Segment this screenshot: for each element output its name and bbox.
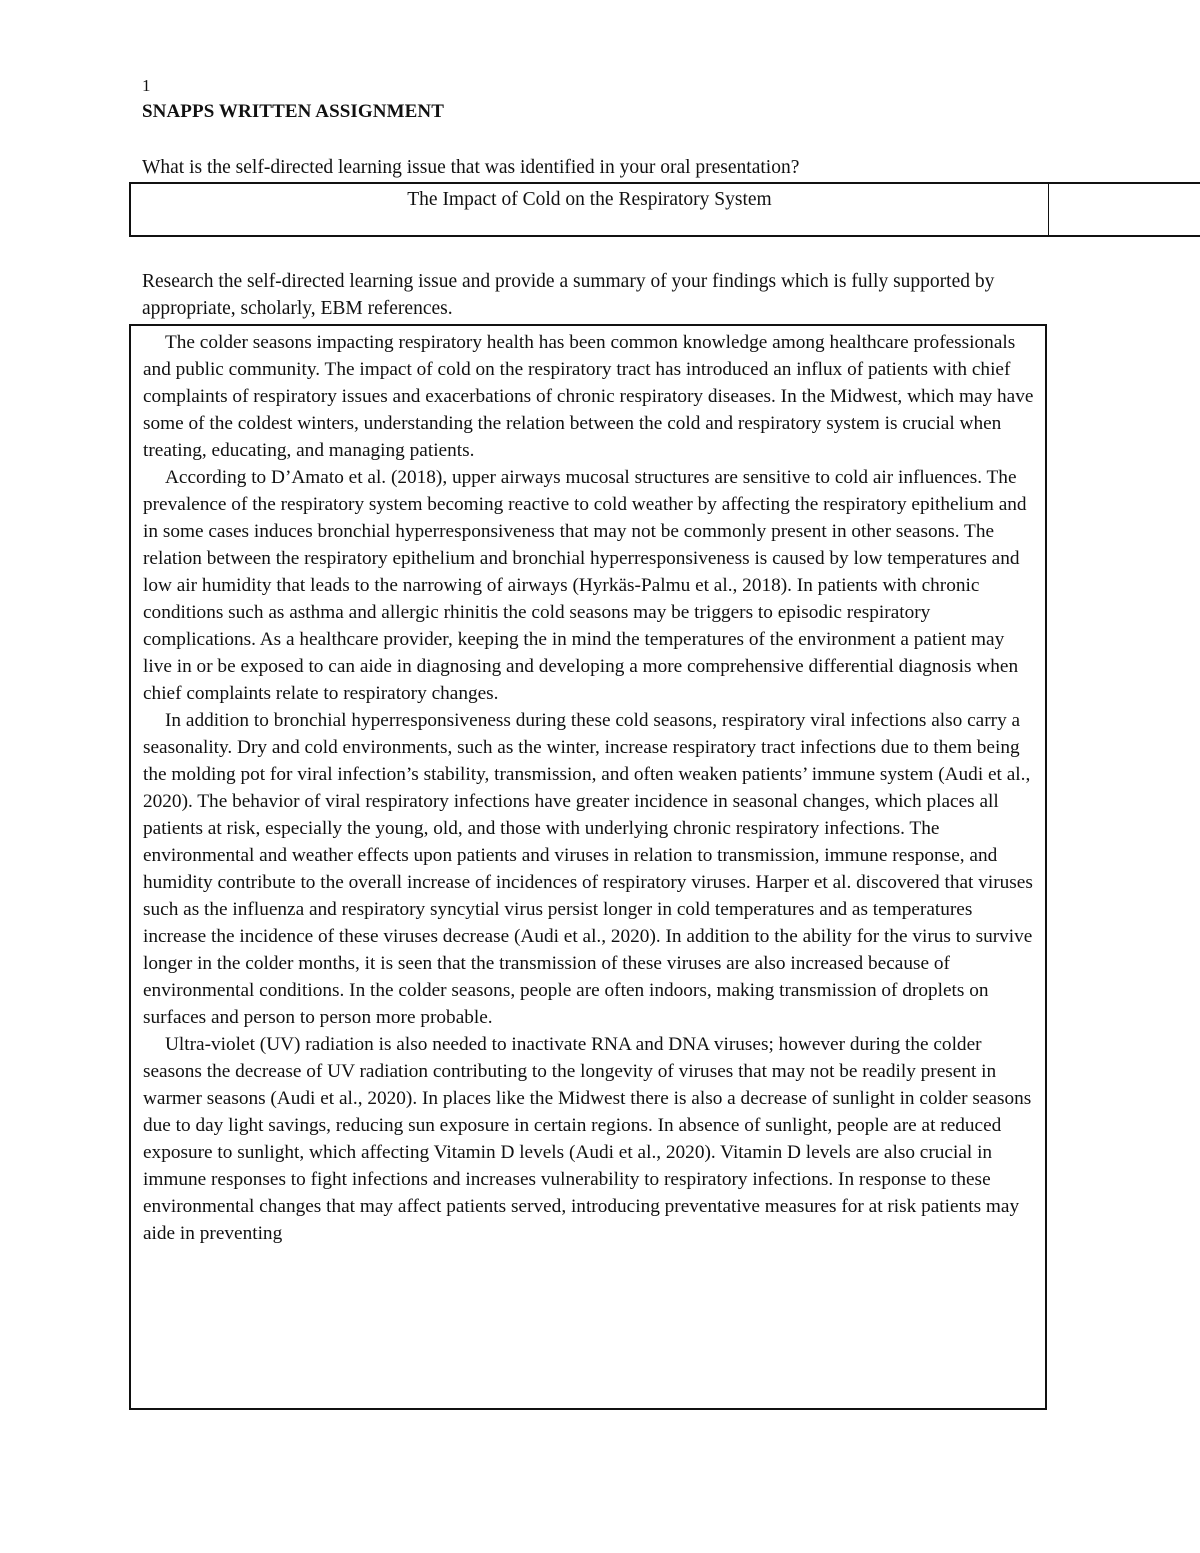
learning-issue-answer-box bbox=[129, 182, 1200, 237]
question-research-summary: Research the self-directed learning issue and provide a summary of your findings which is fully supported by appropriate, scholarly, EBM references. bbox=[142, 271, 995, 319]
research-summary-text bbox=[143, 329, 1037, 1247]
table-column-divider bbox=[1048, 184, 1049, 235]
summary-paragraph: According to D’Amato et al. (2018), upper airways mucosal structures are sensitive to cold air influences. The prevalence of the respiratory system becoming reactive to cold weather by affecting the respiratory epithelium and in some cases induces bronchial hyperresponsiveness that may not be commonly present in other seasons. The relation between the respiratory epithelium and bronchial hyperresponsiveness is caused by low temperatures and low air humidity that leads to the narrowing of airways (Hyrkäs-Palmu et al., 2018). In patients with chronic conditions such as asthma and allergic rhinitis the cold seasons may be triggers to episodic respiratory complications. As a healthcare provider, keeping the in mind the temperatures of the environment a patient may live in or be exposed to can aide in diagnosing and developing a more comprehensive differential diagnosis when chief complaints relate to respiratory changes. bbox=[143, 467, 1027, 704]
summary-paragraph: Ultra-violet (UV) radiation is also needed to inactivate RNA and DNA viruses; however during the colder seasons the decrease of UV radiation contributing to the longevity of viruses that may not be readily present in warmer seasons (Audi et al., 2020). In places like the Midwest there is also a decrease of sunlight in colder seasons due to day light savings, reducing sun exposure in certain regions. In absence of sunlight, people are at reduced exposure to sunlight, which affecting Vitamin D levels (Audi et al., 2020). Vitamin D levels are also crucial in immune responses to fight infections and increases vulnerability to respiratory infections. In response to these environmental changes that may affect patients served, introducing preventative measures for at risk patients may aide in preventing bbox=[143, 1034, 1032, 1244]
page-number: 1 bbox=[142, 76, 151, 95]
research-summary-box bbox=[129, 324, 1047, 1410]
document-title: SNAPPS WRITTEN ASSIGNMENT bbox=[142, 101, 445, 122]
summary-paragraph: In addition to bronchial hyperresponsiveness during these cold seasons, respiratory viral infections also carry a seasonality. Dry and cold environments, such as the winter, increase respiratory tract infections due to them being the molding pot for viral infection’s stability, transmission, and often weaken patients’ immune system (Audi et al., 2020). The behavior of viral respiratory infections have greater incidence in seasonal changes, which places all patients at risk, especially the young, old, and those with underlying chronic respiratory infections. The environmental and weather effects upon patients and viruses in relation to transmission, immune response, and humidity contribute to the overall increase of incidences of respiratory viruses. Harper et al. discovered that viruses such as the influenza and respiratory syncytial virus persist longer in cold temperatures and as temperatures increase the incidence of these viruses decrease (Audi et al., 2020). In addition to the ability for the virus to survive longer in the colder months, it is seen that the transmission of these viruses are also increased because of environmental conditions. In the colder seasons, people are often indoors, making transmission of droplets on surfaces and person to person more probable. bbox=[143, 710, 1033, 1028]
learning-issue-answer: The Impact of Cold on the Respiratory System bbox=[407, 189, 772, 210]
summary-paragraph: The colder seasons impacting respiratory health has been common knowledge among healthcare professionals and public community. The impact of cold on the respiratory tract has introduced an influx of patients with chief complaints of respiratory issues and exacerbations of chronic respiratory diseases. In the Midwest, which may have some of the coldest winters, understanding the relation between the cold and respiratory system is crucial when treating, educating, and managing patients. bbox=[143, 332, 1034, 461]
question-learning-issue: What is the self-directed learning issue that was identified in your oral presentation? bbox=[142, 157, 800, 178]
